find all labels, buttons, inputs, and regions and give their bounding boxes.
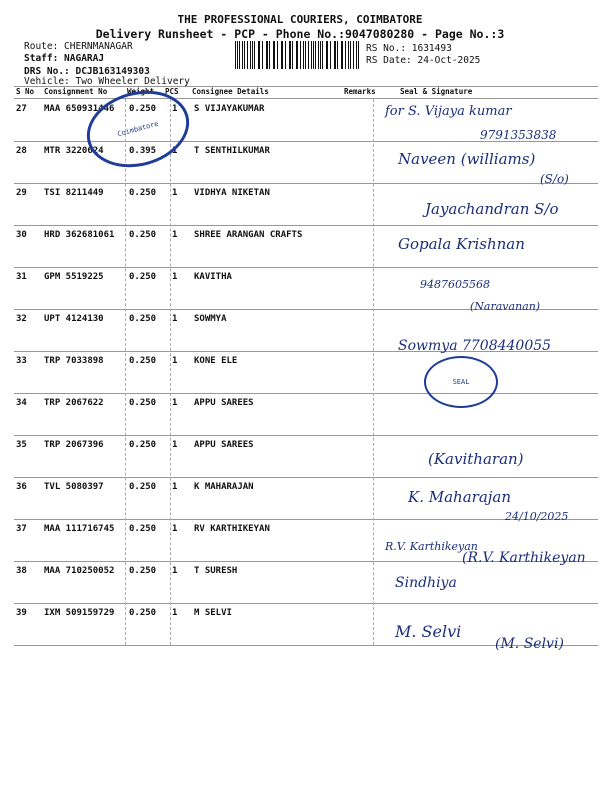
- barcode-bar: [337, 41, 338, 69]
- row-sno: 31: [16, 272, 27, 282]
- signature-36-date: 24/10/2025: [505, 510, 569, 523]
- row-sno: 37: [16, 524, 27, 534]
- staff: Staff: NAGARAJ: [24, 53, 105, 64]
- row-pcs: 1: [172, 398, 178, 408]
- row-weight: 0.250: [129, 608, 157, 618]
- barcode-bar: [269, 41, 270, 69]
- courier-stamp: Coimbatore: [78, 80, 198, 178]
- row-consignment: TRP 7033898: [44, 356, 104, 366]
- row-pcs: 1: [172, 230, 178, 240]
- row-pcs: 1: [172, 146, 178, 156]
- row-consignment: TSI 8211449: [44, 188, 104, 198]
- signature-31: 9487605568: [420, 278, 490, 291]
- row-sno: 34: [16, 398, 27, 408]
- row-consignee: S VIJAYAKUMAR: [194, 104, 265, 114]
- barcode-bar: [318, 41, 319, 69]
- row-sno: 38: [16, 566, 27, 576]
- row-consignee: T SENTHILKUMAR: [194, 146, 270, 156]
- barcode-bar: [305, 41, 306, 69]
- row-consignment: GPM 5519225: [44, 272, 104, 282]
- barcode-bar: [244, 41, 245, 69]
- row-consignee: K MAHARAJAN: [194, 482, 254, 492]
- row-weight: 0.250: [129, 482, 157, 492]
- barcode-bar: [282, 41, 283, 69]
- row-consignment: MAA 111716745: [44, 524, 115, 534]
- row-sno: 28: [16, 146, 27, 156]
- signature-38: Sindhiya: [395, 575, 457, 591]
- row-pcs: 1: [172, 566, 178, 576]
- barcode-bar: [297, 41, 298, 69]
- row-pcs: 1: [172, 314, 178, 324]
- barcode: [235, 41, 360, 69]
- col-consignment: Consignment No: [44, 87, 108, 96]
- column-divider: [170, 99, 171, 645]
- signature-28: Naveen (williams): [398, 150, 536, 168]
- row-consignee: KAVITHA: [194, 272, 232, 282]
- col-pcs: PCS: [165, 87, 179, 96]
- barcode-bar: [311, 41, 312, 69]
- row-weight: 0.250: [129, 272, 157, 282]
- consignee-stamp: SEAL: [424, 356, 498, 408]
- row-consignee: RV KARTHIKEYAN: [194, 524, 270, 534]
- row-consignment: TRP 2067622: [44, 398, 104, 408]
- table-header: [14, 87, 598, 98]
- row-consignee: SOWMYA: [194, 314, 227, 324]
- company-title: THE PROFESSIONAL COURIERS, COIMBATORE: [177, 13, 423, 26]
- col-sno: S No: [16, 87, 35, 96]
- vehicle: Vehicle: Two Wheeler Delivery: [24, 76, 190, 87]
- row-weight: 0.250: [129, 314, 157, 324]
- signature-31-name: (Naravanan): [470, 300, 541, 313]
- table-row: [14, 393, 598, 435]
- row-weight: 0.250: [129, 104, 157, 114]
- row-weight: 0.250: [129, 524, 157, 534]
- signature-36: K. Maharajan: [408, 488, 512, 506]
- row-consignee: M SELVI: [194, 608, 232, 618]
- drs-number: DRS No.: DCJB163149303: [24, 66, 150, 77]
- row-sno: 30: [16, 230, 27, 240]
- barcode-bar: [342, 41, 343, 69]
- row-sno: 39: [16, 608, 27, 618]
- row-pcs: 1: [172, 272, 178, 282]
- row-sno: 29: [16, 188, 27, 198]
- row-sno: 36: [16, 482, 27, 492]
- col-remarks: Remarks: [344, 87, 376, 96]
- barcode-bar: [254, 41, 255, 69]
- signature-28-relation: (S/o): [540, 172, 569, 186]
- route: Route: CHERNMANAGAR: [24, 41, 133, 52]
- row-consignment: IXM 509159729: [44, 608, 115, 618]
- row-sno: 35: [16, 440, 27, 450]
- row-sno: 33: [16, 356, 27, 366]
- row-pcs: 1: [172, 356, 178, 366]
- row-pcs: 1: [172, 482, 178, 492]
- column-divider: [125, 99, 126, 645]
- barcode-bar: [235, 41, 236, 69]
- signature-37: R.V. Karthikeyan: [385, 540, 478, 553]
- row-consignee: SHREE ARANGAN CRAFTS: [194, 230, 303, 240]
- row-sno: 32: [16, 314, 27, 324]
- rs-date: RS Date: 24-Oct-2025: [366, 55, 481, 66]
- barcode-bar: [327, 41, 328, 69]
- signature-37-printed: (R.V. Karthikeyan: [462, 550, 586, 566]
- signature-32: Sowmya 7708440055: [398, 338, 552, 354]
- row-weight: 0.250: [129, 230, 157, 240]
- row-pcs: 1: [172, 104, 178, 114]
- row-weight: 0.250: [129, 566, 157, 576]
- row-consignment: MTR 3220624: [44, 146, 104, 156]
- signature-39-printed: (M. Selvi): [495, 636, 564, 652]
- row-consignment: TVL 5080397: [44, 482, 104, 492]
- row-pcs: 1: [172, 608, 178, 618]
- row-weight: 0.250: [129, 398, 157, 408]
- row-consignee: VIDHYA NIKETAN: [194, 188, 270, 198]
- barcode-bar: [277, 41, 278, 69]
- row-consignee: APPU SAREES: [194, 398, 254, 408]
- row-consignee: T SURESH: [194, 566, 238, 576]
- barcode-bar: [262, 41, 263, 69]
- signature-27-phone: 9791353838: [480, 128, 557, 142]
- row-consignment: MAA 650931446: [44, 104, 115, 114]
- row-weight: 0.250: [129, 356, 157, 366]
- row-consignment: TRP 2067396: [44, 440, 104, 450]
- table-row: [14, 561, 598, 603]
- col-consignee: Consignee Details: [192, 87, 269, 96]
- signature-30: Gopala Krishnan: [398, 235, 525, 253]
- row-pcs: 1: [172, 188, 178, 198]
- col-seal-signature: Seal & Signature: [400, 87, 473, 96]
- row-weight: 0.250: [129, 188, 157, 198]
- row-consignment: UPT 4124130: [44, 314, 104, 324]
- barcode-bar: [242, 41, 243, 69]
- row-consignee: KONE ELE: [194, 356, 238, 366]
- row-pcs: 1: [172, 524, 178, 534]
- row-weight: 0.395: [129, 146, 157, 156]
- signature-27: for S. Vijaya kumar: [385, 104, 512, 119]
- row-consignment: MAA 710250052: [44, 566, 115, 576]
- row-consignment: HRD 362681061: [44, 230, 115, 240]
- col-weight: Weight: [127, 87, 155, 96]
- signature-39: M. Selvi: [395, 622, 462, 641]
- row-sno: 27: [16, 104, 27, 114]
- barcode-bar: [296, 41, 297, 69]
- column-divider: [373, 99, 374, 645]
- barcode-bar: [258, 41, 259, 69]
- barcode-bar: [350, 41, 351, 69]
- row-consignee: APPU SAREES: [194, 440, 254, 450]
- signature-29: Jayachandran S/o: [425, 200, 559, 218]
- row-pcs: 1: [172, 440, 178, 450]
- table-row: [14, 351, 598, 393]
- barcode-bar: [356, 41, 357, 69]
- rs-number: RS No.: 1631493: [366, 43, 452, 54]
- signature-35: (Kavitharan): [428, 450, 524, 468]
- barcode-bar: [285, 41, 286, 69]
- runsheet-subtitle: Delivery Runsheet - PCP - Phone No.:9047080280 - Page No.:3: [95, 27, 505, 41]
- barcode-bar: [326, 41, 327, 69]
- row-weight: 0.250: [129, 440, 157, 450]
